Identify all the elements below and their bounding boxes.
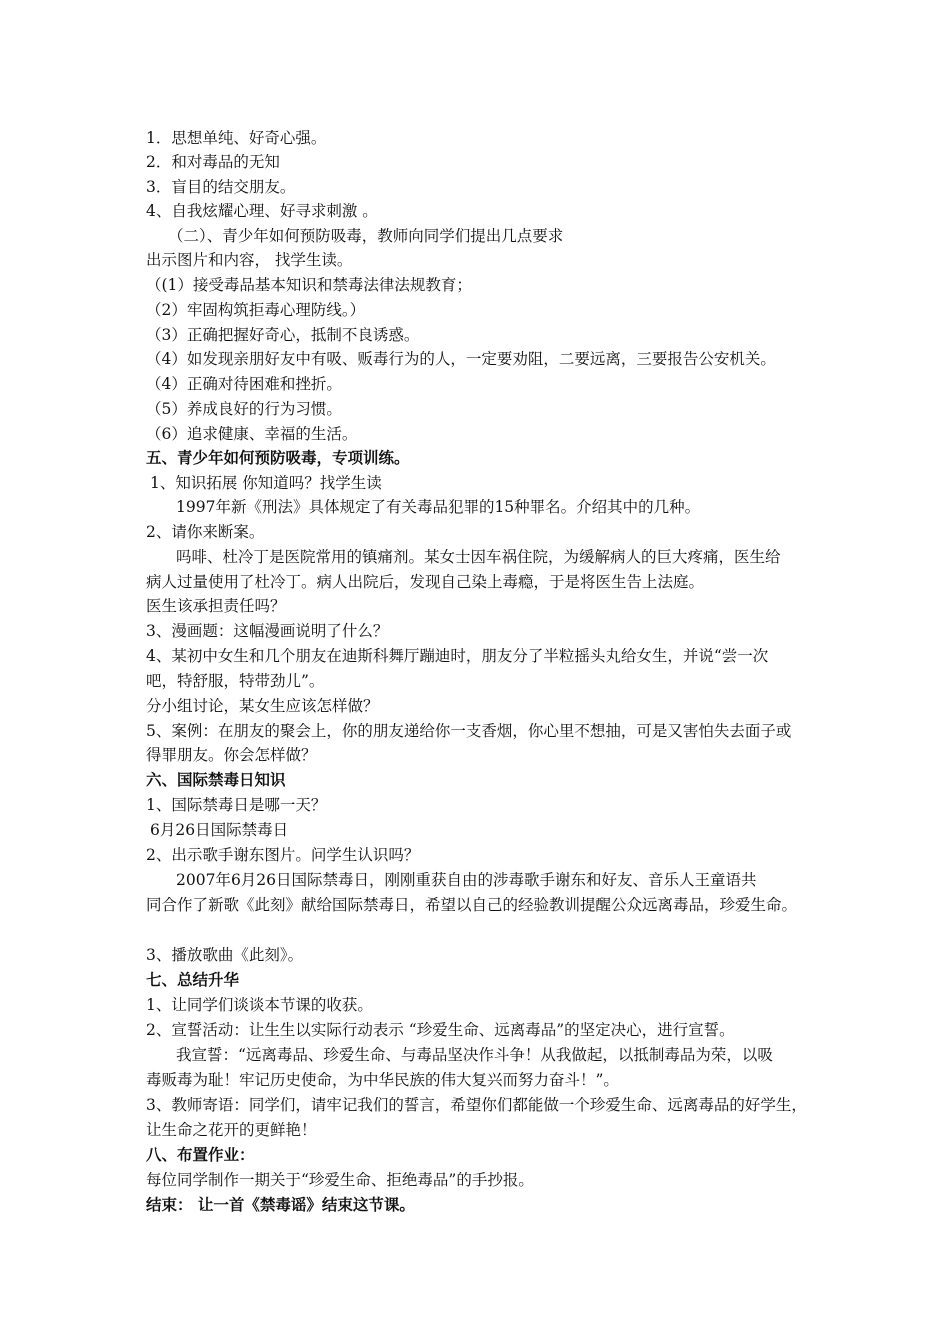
text-line: 4、自我炫耀心理、好寻求刺激 。 <box>146 202 378 220</box>
text-line: 4、某初中女生和几个朋友在迪斯科舞厅蹦迪时，朋友分了半粒摇头丸给女生，并说“尝一次 <box>146 647 769 665</box>
text-line: 1、知识拓展 你知道吗？找学生读 <box>150 474 382 492</box>
section-heading: 六、国际禁毒日知识 <box>146 770 286 789</box>
text-line: 3、教师寄语：同学们，请牢记我们的誓言，希望你们都能做一个珍爱生命、远离毒品的好学生， <box>146 1096 807 1114</box>
section-heading: 七、总结升华 <box>146 970 240 989</box>
text-line: （2）牢固构筑拒毒心理防线。） <box>146 301 366 319</box>
text-line: （4）如发现亲朋好友中有吸、贩毒行为的人，一定要劝阻，二要远离，三要报告公安机关。 <box>146 350 776 368</box>
text-line: 吗啡、杜冷丁是医院常用的镇痛剂。某女士因车祸住院，为缓解病人的巨大疼痛，医生给 <box>176 548 781 566</box>
text-line: 我宣誓：“远离毒品、珍爱生命、与毒品坚决作斗争！从我做起，以抵制毒品为荣，以吸 <box>176 1046 773 1064</box>
text-line: 吧，特舒服，特带劲儿”。 <box>146 672 325 690</box>
text-line: （二）、青少年如何预防吸毒，教师向同学们提出几点要求 <box>168 227 564 245</box>
text-line: （5）养成良好的行为习惯。 <box>146 400 342 418</box>
text-line: 每位同学制作一期关于“珍爱生命、拒绝毒品”的手抄报。 <box>146 1171 534 1189</box>
text-line: 1997年新《刑法》具体规定了有关毒品犯罪的15种罪名。介绍其中的几种。 <box>176 498 701 516</box>
text-line: 病人过量使用了杜冷丁。病人出院后，发现自己染上毒瘾，于是将医生告上法庭。 <box>146 573 705 591</box>
text-line: 毒贩毒为耻！牢记历史使命，为中华民族的伟大复兴而努力奋斗！”。 <box>146 1071 619 1089</box>
section-heading: 结束： 让一首《禁毒谣》结束这节课。 <box>146 1195 415 1214</box>
text-line: 1．思想单纯、好奇心强。 <box>146 129 327 147</box>
text-line: 2．和对毒品的无知 <box>146 153 280 171</box>
text-line: 得罪朋友。你会怎样做？ <box>146 746 317 764</box>
text-line: 1、让同学们谈谈本节课的收获。 <box>146 996 373 1014</box>
text-line: 2007年6月26日国际禁毒日，刚刚重获自由的涉毒歌手谢东和好友、音乐人王童语共 <box>176 871 757 889</box>
text-line: 2、宣誓活动：让生生以实际行动表示 “珍爱生命、远离毒品”的坚定决心，进行宣誓。 <box>146 1021 735 1039</box>
text-line: 3、漫画题：这幅漫画说明了什么？ <box>146 622 389 640</box>
text-line: 1、国际禁毒日是哪一天？ <box>146 796 327 814</box>
text-line: 3．盲目的结交朋友。 <box>146 178 296 196</box>
text-line: 分小组讨论，某女生应该怎样做？ <box>146 697 379 715</box>
text-line: 让生命之花开的更鲜艳！ <box>146 1121 317 1139</box>
text-line: 出示图片和内容， 找学生读。 <box>146 251 353 269</box>
section-heading: 五、青少年如何预防吸毒，专项训练。 <box>146 448 410 467</box>
text-line: 同合作了新歌《此刻》献给国际禁毒日，希望以自己的经验教训提醒公众远离毒品，珍爱生命。 <box>146 896 798 914</box>
section-heading: 八、布置作业： <box>146 1145 255 1164</box>
text-line: （3）正确把握好奇心，抵制不良诱惑。 <box>146 326 420 344</box>
text-line: （6）追求健康、幸福的生活。 <box>146 425 358 443</box>
text-line: 医生该承担责任吗？ <box>146 597 286 615</box>
text-line: 3、播放歌曲《此刻》。 <box>146 946 304 964</box>
text-line: 2、出示歌手谢东图片。问学生认识吗？ <box>146 846 420 864</box>
text-line: 6月26日国际禁毒日 <box>150 821 289 839</box>
text-line: （(1）接受毒品基本知识和禁毒法律法规教育； <box>146 276 472 294</box>
text-line: 2、请你来断案。 <box>146 523 265 541</box>
text-line: （4）正确对待困难和挫折。 <box>146 375 342 393</box>
text-line: 5、案例：在朋友的聚会上，你的朋友递给你一支香烟，你心里不想抽，可是又害怕失去面子或 <box>146 722 792 740</box>
